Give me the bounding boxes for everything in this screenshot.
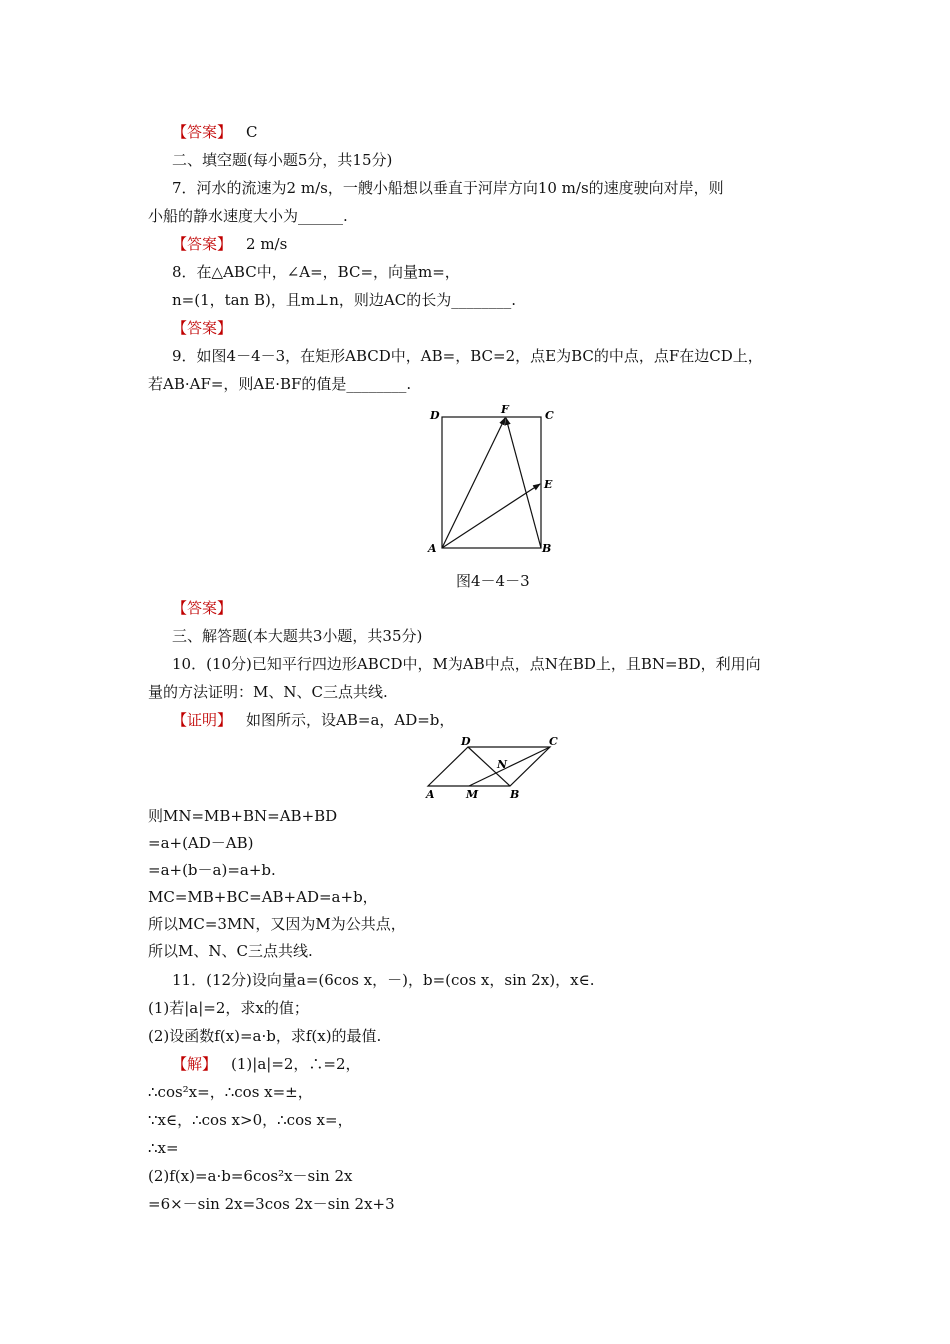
label-a: A (426, 788, 435, 801)
rectangle-outline (442, 417, 541, 548)
solution-line-1 (172, 1054, 361, 1074)
proof-line-4: =a+(b－a)=a+b. (148, 861, 276, 879)
proof-line-3: =a+(AD－AB) (148, 834, 254, 852)
solution-line-2: ∴cos²x=，∴cos x=±， (148, 1083, 313, 1101)
proof-line-7: 所以M、N、C三点共线. (148, 942, 313, 960)
solution-line-3: ∵x∈，∴cos x>0，∴cos x=， (148, 1111, 353, 1129)
section-heading-fill-blank: 二、填空题(每小题5分，共15分) (172, 151, 393, 169)
answer-text: C (246, 123, 258, 141)
answer-text: 2 m/s (246, 235, 288, 253)
question-11-part-1: (1)若|a|=2，求x的值； (148, 999, 309, 1017)
answer-line-7 (172, 234, 287, 254)
label-d: D (461, 735, 471, 748)
figure-caption: 图4－4－3 (456, 572, 530, 590)
solution-line-6: =6×－sin 2x=3cos 2x－sin 2x+3 (148, 1195, 395, 1213)
label-c: C (549, 735, 558, 748)
solution-line-5: (2)f(x)=a·b=6cos²x－sin 2x (148, 1167, 353, 1185)
figure-parallelogram-abcd (418, 734, 563, 802)
answer-tag: 【答案】 (172, 235, 233, 253)
proof-line-1 (172, 710, 454, 730)
proof-line-2: 则MN=MB+BN=AB+BD (148, 807, 338, 825)
proof-tag: 【证明】 (172, 711, 233, 729)
answer-line-9 (172, 598, 232, 618)
label-d: D (430, 409, 440, 422)
label-a: A (428, 542, 437, 555)
segment-mc (469, 747, 550, 786)
answer-line-8 (172, 318, 232, 338)
solution-text: (1)|a|=2，∴=2， (231, 1055, 361, 1073)
question-11-line-1: 11．(12分)设向量a=(6cos x，－)，b=(cos x，sin 2x)，x∈. (172, 971, 595, 989)
vector-bf (506, 418, 541, 548)
answer-tag: 【答案】 (172, 123, 233, 141)
question-8-line-1: 8．在△ABC中，∠A=，BC=，向量m=， (172, 263, 460, 281)
question-11-part-2: (2)设函数f(x)=a·b，求f(x)的最值. (148, 1027, 382, 1045)
label-m: M (466, 788, 479, 801)
question-7-line-1: 7．河水的流速为2 m/s，一艘小船想以垂直于河岸方向10 m/s的速度驶向对岸，则 (172, 179, 724, 197)
figure-rectangle-abcd (420, 400, 570, 560)
label-f: F (501, 403, 509, 416)
vector-ae (442, 484, 540, 548)
proof-line-6: 所以MC=3MN，又因为M为公共点， (148, 915, 406, 933)
label-b: B (510, 788, 520, 801)
answer-line-6 (172, 122, 258, 142)
question-7-line-2: 小船的静水速度大小为______. (148, 207, 348, 225)
question-9-line-2: 若AB·AF=，则AE·BF的值是________. (148, 375, 412, 393)
vector-af (442, 418, 505, 548)
question-10-line-2: 量的方法证明：M、N、C三点共线. (148, 683, 388, 701)
label-n: N (497, 758, 508, 771)
solution-line-4: ∴x= (148, 1139, 179, 1157)
question-8-line-2: n=(1，tan B)，且m⊥n，则边AC的长为________. (172, 291, 516, 309)
label-e: E (544, 478, 553, 491)
label-c: C (545, 409, 554, 422)
proof-text: 如图所示，设AB=a，AD=b， (246, 711, 455, 729)
proof-line-5: MC=MB+BC=AB+AD=a+b， (148, 888, 378, 906)
solution-tag: 【解】 (172, 1055, 218, 1073)
question-10-line-1: 10．(10分)已知平行四边形ABCD中，M为AB中点，点N在BD上，且BN=BD，利用向 (172, 655, 761, 673)
label-b: B (542, 542, 552, 555)
question-9-line-1: 9．如图4－4－3，在矩形ABCD中，AB=，BC=2，点E为BC的中点，点F在边CD上， (172, 347, 763, 365)
answer-tag: 【答案】 (172, 319, 233, 337)
answer-tag: 【答案】 (172, 599, 233, 617)
section-heading-solutions: 三、解答题(本大题共3小题，共35分) (172, 627, 423, 645)
